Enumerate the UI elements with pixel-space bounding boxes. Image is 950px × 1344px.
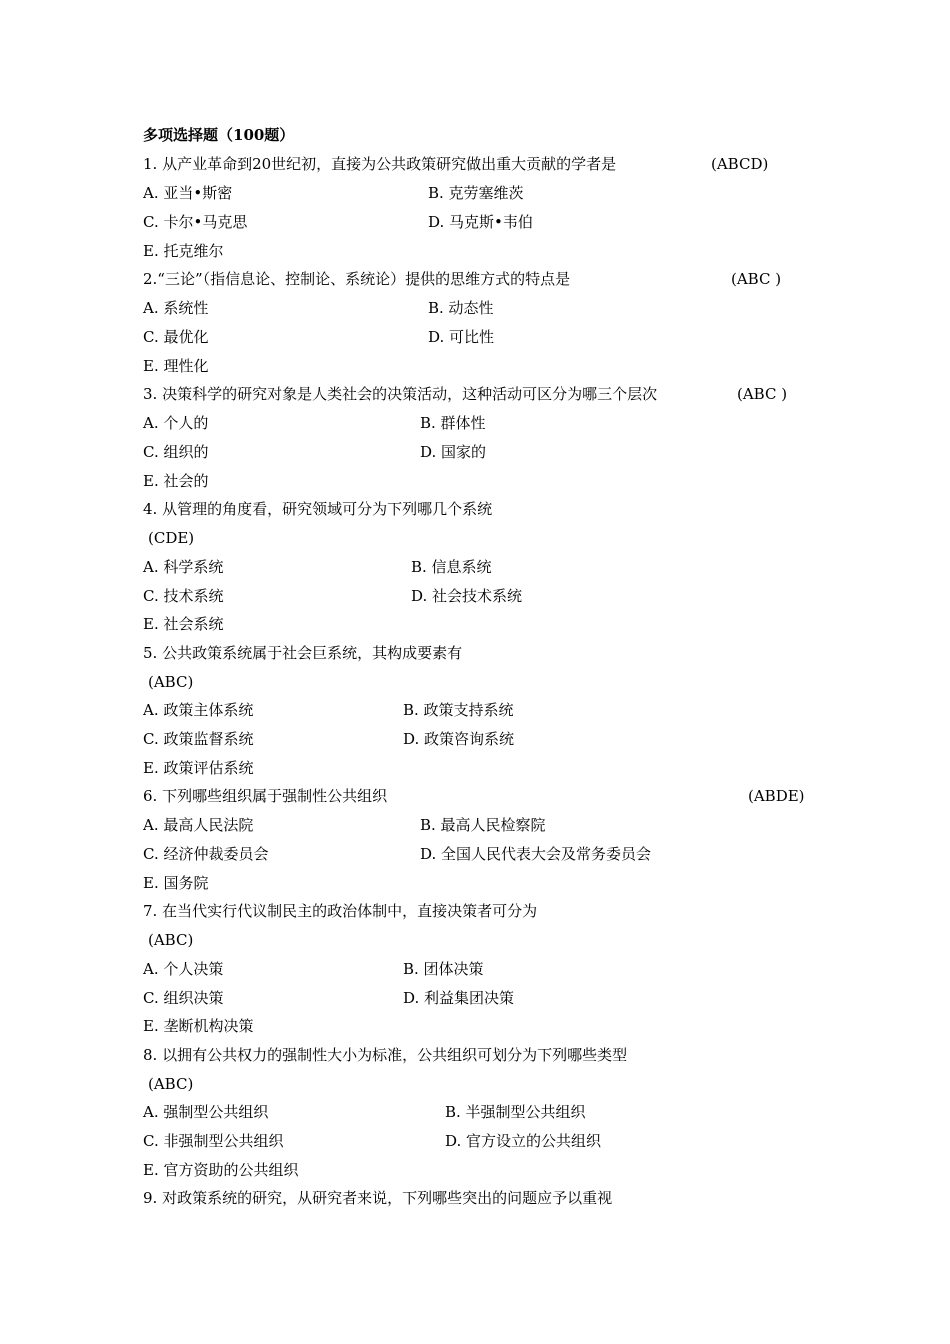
question-7-option-b: B. 团体决策	[403, 960, 484, 978]
question-7-stem: 7. 在当代实行代议制民主的政治体制中，直接决策者可分为	[143, 902, 538, 920]
question-1-option-c: C. 卡尔•马克思	[143, 213, 248, 231]
question-1-answer: (ABCD)	[711, 155, 769, 173]
question-8-option-e: E. 官方资助的公共组织	[143, 1161, 299, 1179]
question-1-stem: 1. 从产业革命到20世纪初，直接为公共政策研究做出重大贡献的学者是	[143, 155, 617, 173]
question-2-option-e: E. 理性化	[143, 357, 209, 375]
question-6-stem: 6. 下列哪些组织属于强制性公共组织	[143, 787, 388, 805]
question-6-option-e: E. 国务院	[143, 874, 209, 892]
document-title: 多项选择题（100题）	[143, 126, 295, 144]
question-4-answer: (CDE)	[148, 529, 195, 547]
question-9-stem: 9. 对政策系统的研究，从研究者来说，下列哪些突出的问题应予以重视	[143, 1189, 613, 1207]
question-2-option-b: B. 动态性	[428, 299, 494, 317]
question-5-option-b: B. 政策支持系统	[403, 701, 514, 719]
question-1-option-a: A. 亚当•斯密	[143, 184, 233, 202]
question-3-answer: (ABC )	[737, 385, 788, 403]
question-3-option-c: C. 组织的	[143, 443, 209, 461]
question-5-option-d: D. 政策咨询系统	[403, 730, 515, 748]
question-8-option-a: A. 强制型公共组织	[143, 1103, 269, 1121]
question-4-option-e: E. 社会系统	[143, 615, 224, 633]
question-7-option-c: C. 组织决策	[143, 989, 224, 1007]
question-1-option-e: E. 托克维尔	[143, 242, 224, 260]
question-2-option-c: C. 最优化	[143, 328, 209, 346]
question-2-stem: 2.“三论”（指信息论、控制论、系统论）提供的思维方式的特点是	[143, 270, 571, 288]
question-3-option-b: B. 群体性	[420, 414, 486, 432]
question-7-option-a: A. 个人决策	[143, 960, 224, 978]
question-6-option-b: B. 最高人民检察院	[420, 816, 546, 834]
question-3-option-a: A. 个人的	[143, 414, 209, 432]
question-8-stem: 8. 以拥有公共权力的强制性大小为标准，公共组织可划分为下列哪些类型	[143, 1046, 628, 1064]
question-1-option-b: B. 克劳塞维茨	[428, 184, 524, 202]
question-7-option-e: E. 垄断机构决策	[143, 1017, 254, 1035]
question-3-option-e: E. 社会的	[143, 472, 209, 490]
question-5-option-e: E. 政策评估系统	[143, 759, 254, 777]
question-3-stem: 3. 决策科学的研究对象是人类社会的决策活动，这种活动可区分为哪三个层次	[143, 385, 658, 403]
question-7-option-d: D. 利益集团决策	[403, 989, 515, 1007]
question-2-option-d: D. 可比性	[428, 328, 495, 346]
question-5-option-c: C. 政策监督系统	[143, 730, 254, 748]
question-8-option-c: C. 非强制型公共组织	[143, 1132, 284, 1150]
question-6-option-c: C. 经济仲裁委员会	[143, 845, 269, 863]
question-8-answer: (ABC)	[148, 1075, 194, 1093]
question-8-option-b: B. 半强制型公共组织	[445, 1103, 586, 1121]
question-6-option-a: A. 最高人民法院	[143, 816, 254, 834]
question-5-option-a: A. 政策主体系统	[143, 701, 254, 719]
question-3-option-d: D. 国家的	[420, 443, 487, 461]
question-5-answer: (ABC)	[148, 673, 194, 691]
question-4-option-c: C. 技术系统	[143, 587, 224, 605]
question-5-stem: 5. 公共政策系统属于社会巨系统，其构成要素有	[143, 644, 463, 662]
question-6-answer: (ABDE)	[748, 787, 805, 805]
question-8-option-d: D. 官方设立的公共组织	[445, 1132, 602, 1150]
question-4-stem: 4. 从管理的角度看，研究领域可分为下列哪几个系统	[143, 500, 493, 518]
question-6-option-d: D. 全国人民代表大会及常务委员会	[420, 845, 652, 863]
question-2-answer: (ABC )	[731, 270, 782, 288]
question-2-option-a: A. 系统性	[143, 299, 209, 317]
question-1-option-d: D. 马克斯•韦伯	[428, 213, 533, 231]
question-4-option-b: B. 信息系统	[411, 558, 492, 576]
question-7-answer: (ABC)	[148, 931, 194, 949]
question-4-option-a: A. 科学系统	[143, 558, 224, 576]
question-4-option-d: D. 社会技术系统	[411, 587, 523, 605]
